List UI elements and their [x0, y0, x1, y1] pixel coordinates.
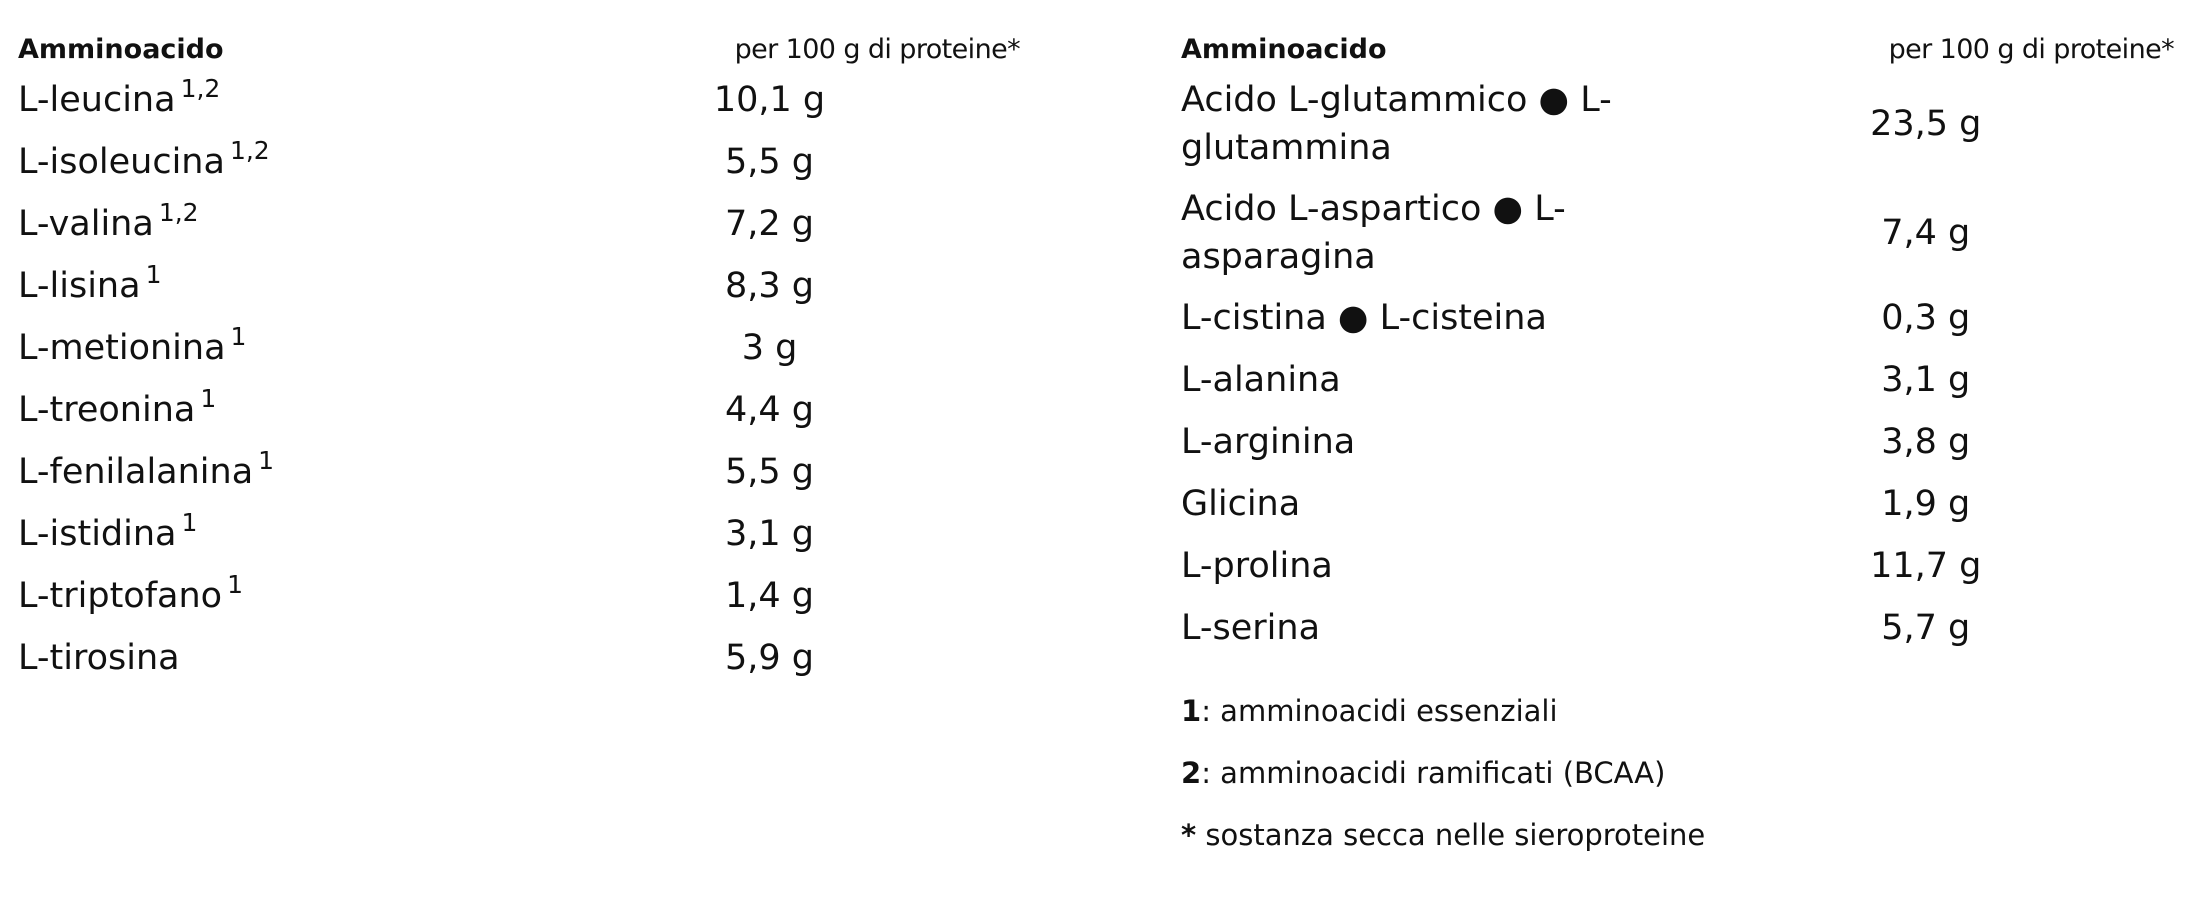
amino-acid-name: L-leucina $^{1,2}$ [18, 74, 221, 120]
table-row [18, 504, 1020, 566]
amino-acid-name: L-arginina [1181, 422, 1356, 462]
footnote-marker: 1 [258, 446, 275, 475]
header-amino-acid: Amminoacido [1181, 34, 1387, 65]
amino-acid-amount: 5,5 g [724, 452, 814, 492]
amino-acid-name: Acido L-aspartico ● L-asparagina [1181, 189, 1566, 277]
amino-acid-amount: 7,4 g [1881, 212, 1971, 253]
amino-acid-amount: 3,1 g [724, 514, 814, 554]
table-row [18, 132, 1020, 194]
amino-acid-amount: 5,9 g [724, 638, 814, 678]
table-row [18, 628, 1020, 690]
amino-acid-amount: 5,5 g [724, 142, 814, 182]
amino-acid-name: L-tirosina [18, 638, 180, 678]
amino-acid-amount: 3,8 g [1881, 422, 1971, 462]
table-row [18, 256, 1020, 318]
amino-acid-name: L-serina [1181, 608, 1321, 648]
footnote-key: 2 [1181, 756, 1202, 790]
amino-acid-amount: 4,4 g [724, 390, 814, 430]
footnote-key: * [1181, 818, 1197, 852]
footnote-marker: 1,2 [180, 74, 221, 103]
footnotes [1181, 692, 2174, 854]
amino-acid-amount: 10,1 g [713, 80, 826, 120]
amino-acid-amount: 1,4 g [724, 576, 814, 616]
footnote-text: sostanza secca nelle sieroproteine [1196, 818, 1706, 852]
amino-acid-amount: 7,2 g [724, 204, 814, 244]
amino-acid-name: L-prolina [1181, 546, 1333, 586]
footnote-marker: 1 [230, 322, 247, 351]
header-per-100g: per 100 g di proteine* [1888, 34, 2174, 65]
amino-acid-amount: 11,7 g [1870, 546, 1982, 586]
amino-acid-amount: 23,5 g [1870, 103, 1982, 144]
footnote-marker: 1,2 [229, 136, 270, 165]
header-per-100g: per 100 g di proteine* [734, 34, 1020, 65]
table-row [1181, 474, 2174, 536]
amino-acid-name: L-metionina $^1$ [18, 322, 247, 368]
amino-acid-amount: 8,3 g [724, 266, 814, 306]
amino-acid-amount: 1,9 g [1881, 484, 1971, 524]
table-header-row [1181, 30, 2174, 70]
amino-acid-name: L-cistina ● L-cisteina [1181, 298, 1547, 338]
footnote-text: : amminoacidi essenziali [1201, 694, 1558, 728]
footnote-essential [1181, 692, 2174, 730]
footnote-dry-matter [1181, 816, 2174, 854]
amino-acid-name: L-istidina $^1$ [18, 508, 198, 554]
footnote-marker: 1,2 [158, 198, 199, 227]
amino-acid-amount: 3,1 g [1881, 360, 1971, 400]
footnote-marker: 1 [200, 384, 217, 413]
footnote-marker: 1 [227, 570, 243, 599]
footnote-text: : amminoacidi ramificati (BCAA) [1201, 756, 1666, 790]
amino-acid-name: L-isoleucina $^{1,2}$ [18, 136, 270, 182]
essential-amino-acids-table [18, 30, 1020, 690]
amino-acid-name: Acido L-glutammico ● L-glutammina [1181, 80, 1612, 168]
footnote-bcaa [1181, 754, 2174, 792]
table-row [1181, 70, 2174, 179]
amino-acid-amount: 5,7 g [1881, 608, 1971, 648]
header-amino-acid: Amminoacido [18, 34, 224, 65]
amino-acid-name: L-treonina $^1$ [18, 384, 217, 430]
table-row [18, 318, 1020, 380]
amino-acid-amount: 3 g [741, 328, 798, 368]
amino-acid-name: L-alanina [1181, 360, 1341, 400]
amino-acid-name: L-lisina $^1$ [18, 260, 162, 306]
table-row [18, 70, 1020, 132]
amino-acid-name: L-triptofano $^1$ [18, 570, 243, 616]
non-essential-amino-acids-table [1181, 30, 2174, 660]
footnote-key: 1 [1181, 694, 1202, 728]
table-row [18, 442, 1020, 504]
table-row [1181, 536, 2174, 598]
table-row [18, 194, 1020, 256]
footnote-marker: 1 [145, 260, 162, 289]
table-row [1181, 412, 2174, 474]
amino-acid-name: L-fenilalanina $^1$ [18, 446, 275, 492]
table-row [1181, 350, 2174, 412]
non-essential-amino-acids-section [1181, 30, 2174, 878]
footnote-marker: 1 [181, 508, 198, 537]
table-row [1181, 598, 2174, 660]
amino-acid-name: L-valina $^{1,2}$ [18, 198, 199, 244]
essential-amino-acids-section [18, 30, 1020, 690]
table-header-row [18, 30, 1020, 70]
table-row [18, 566, 1020, 628]
table-row [18, 380, 1020, 442]
amino-acid-amount: 0,3 g [1881, 298, 1971, 338]
table-row [1181, 288, 2174, 350]
amino-acid-name: Glicina [1181, 484, 1301, 524]
table-row [1181, 179, 2174, 288]
